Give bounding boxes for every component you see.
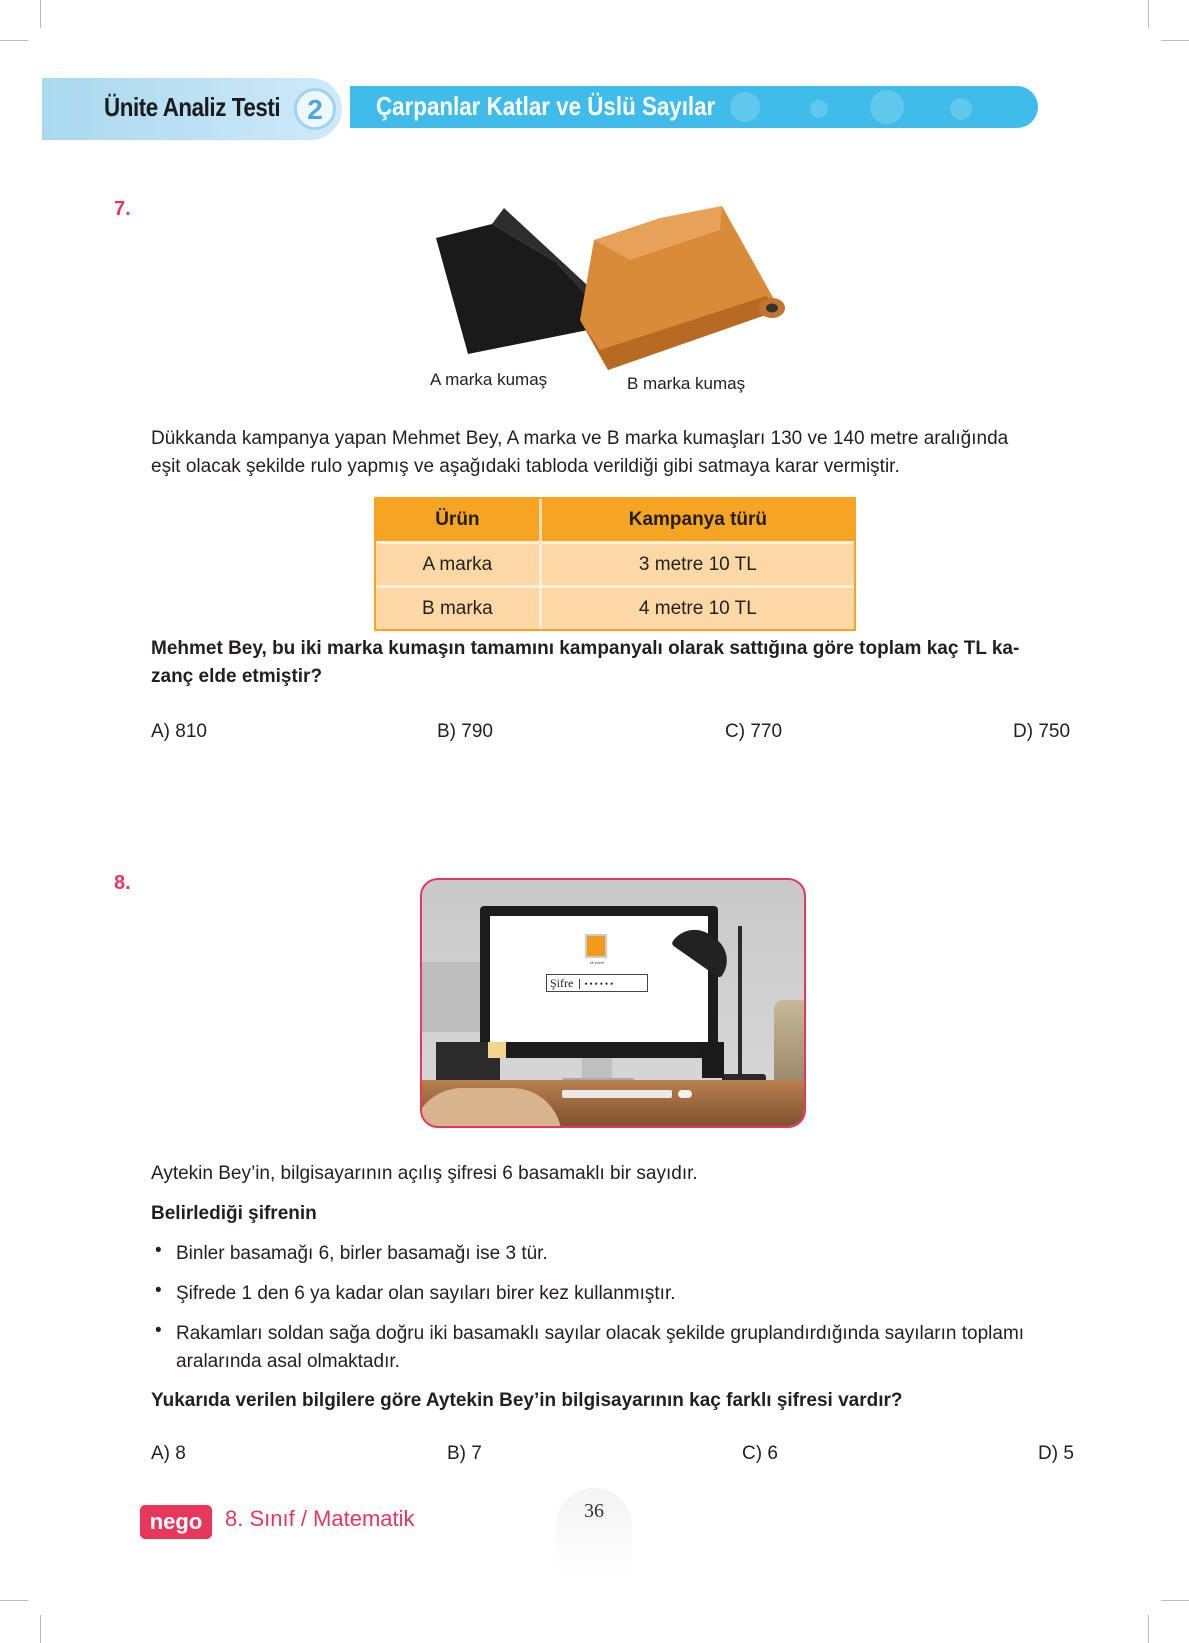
table-cell: 3 metre 10 TL <box>540 543 854 587</box>
question-8-subtitle: Belirlediği şifrenin <box>151 1203 317 1224</box>
sticky-note <box>488 1042 506 1058</box>
answer-option-c[interactable]: C) 770 <box>725 721 783 742</box>
publisher-logo: nego <box>140 1505 212 1539</box>
monitor-stand <box>582 1058 612 1080</box>
bullet-item-3: Rakamları soldan sağa doğru iki basamaklı sayılar olacak şekilde gruplandırdığında sayıların toplamı <box>176 1323 1025 1344</box>
black-fabric <box>436 224 602 354</box>
table-row <box>376 543 854 587</box>
crop-mark <box>40 0 41 28</box>
question-7-intro-line1: Dükkanda kampanya yapan Mehmet Bey, A marka ve B marka kumaşları 130 ve 140 metre aralığında <box>151 428 1009 449</box>
fabric-rolls-image <box>430 200 810 390</box>
bullet-dot: • <box>155 1280 162 1301</box>
password-box <box>546 974 648 992</box>
keyboard <box>562 1090 672 1098</box>
test-number-badge: 2 <box>294 88 336 130</box>
bullet-item-3-continued: aralarında asal olmaktadır. <box>176 1351 400 1372</box>
table-header-cell: Ürün <box>376 499 540 543</box>
decor-bubble <box>730 92 760 122</box>
question-7-intro-line2: eşit olacak şekilde rulo yapmış ve aşağıdaki tabloda verildiği gibi satmaya karar vermiştir. <box>151 456 900 477</box>
question-8-intro: Aytekin Bey’in, bilgisayarının açılış şifresi 6 basamaklı bir sayıdır. <box>151 1163 698 1184</box>
wall-shelf <box>422 962 482 1032</box>
campaign-table <box>376 499 854 629</box>
question-7-number: 7. <box>114 198 131 220</box>
bullet-item-1: Binler basamağı 6, birler basamağı ise 3 tür. <box>176 1243 548 1264</box>
decor-bubble <box>870 90 904 124</box>
answer-option-a[interactable]: A) 8 <box>151 1443 186 1464</box>
question-8-number: 8. <box>114 872 131 894</box>
unit-title: Çarpanlar Katlar ve Üslü Sayılar <box>376 91 716 121</box>
question-7-prompt-line1: Mehmet Bey, bu iki marka kumaşın tamamını kampanyalı olarak sattığına göre toplam kaç TL ka- <box>151 638 1020 659</box>
desk-computer-image <box>420 878 806 1128</box>
mouse <box>678 1090 692 1098</box>
monitor-screen <box>490 916 708 1042</box>
crop-mark <box>40 1615 41 1643</box>
test-title: Ünite Analiz Testi <box>104 92 281 122</box>
crop-mark <box>1148 0 1149 28</box>
crop-mark <box>0 1600 28 1601</box>
page-number: 36 <box>584 1500 604 1522</box>
crop-mark <box>1148 1615 1149 1643</box>
answer-option-c[interactable]: C) 6 <box>742 1443 778 1464</box>
folder-icon <box>585 934 607 958</box>
answer-option-b[interactable]: B) 790 <box>437 721 493 742</box>
table-header-row <box>376 499 854 543</box>
password-label: Şifre <box>550 976 574 990</box>
lamp-arm <box>738 926 742 1076</box>
folder-icon-label: Muhtelif <box>589 960 604 965</box>
fabric-a-caption: A marka kumaş <box>430 370 548 389</box>
pen-holder <box>702 1042 724 1078</box>
bullet-item-2: Şifrede 1 den 6 ya kadar olan sayıları birer kez kullanmıştır. <box>176 1283 676 1304</box>
table-header-cell: Kampanya türü <box>540 499 854 543</box>
table-cell: 4 metre 10 TL <box>540 587 854 630</box>
bullet-dot: • <box>155 1240 162 1261</box>
decor-bubble <box>950 98 972 120</box>
monitor <box>480 906 718 1058</box>
course-title: 8. Sınıf / Matematik <box>225 1506 415 1531</box>
decor-bubble <box>810 100 828 118</box>
crop-mark <box>0 40 28 41</box>
fabric-b-caption: B marka kumaş <box>627 374 746 393</box>
crop-mark <box>1161 1600 1189 1601</box>
question-8-prompt: Yukarıda verilen bilgilere göre Aytekin Bey’in bilgisayarının kaç farklı şifresi vardır? <box>151 1390 903 1411</box>
answer-option-d[interactable]: D) 750 <box>1013 721 1071 742</box>
password-dots: •••••• <box>579 979 615 989</box>
bullet-dot: • <box>155 1320 162 1341</box>
table-cell: B marka <box>376 587 540 630</box>
answer-option-b[interactable]: B) 7 <box>447 1443 482 1464</box>
table-cell: A marka <box>376 543 540 587</box>
answer-option-a[interactable]: A) 810 <box>151 721 207 742</box>
plant <box>774 1000 806 1080</box>
crop-mark <box>1161 40 1189 41</box>
answer-option-d[interactable]: D) 5 <box>1038 1443 1074 1464</box>
table-row <box>376 587 854 630</box>
question-7-prompt-line2: zanç elde etmiştir? <box>151 666 323 687</box>
